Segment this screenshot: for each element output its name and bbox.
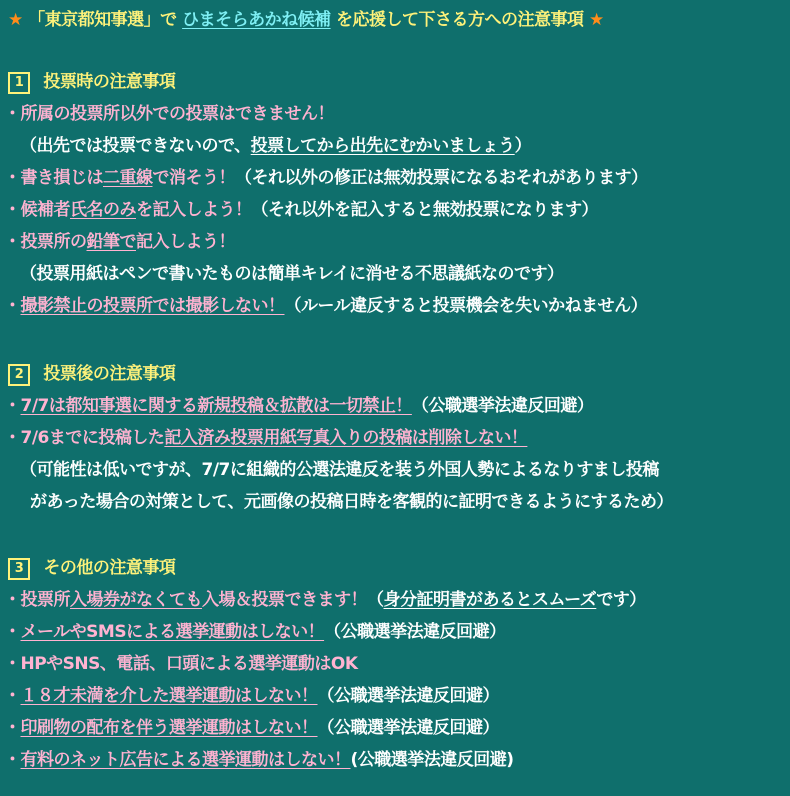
list-item bbox=[20, 456, 659, 484]
item-underlined: 鉛筆で bbox=[86, 232, 136, 252]
item-text: ・ bbox=[4, 718, 21, 738]
item-underlined: 入場券がなくても bbox=[70, 590, 202, 610]
list-item bbox=[20, 132, 531, 160]
item-note: （出先では投票できないので、 bbox=[20, 136, 251, 156]
item-text: で消そう！ bbox=[152, 168, 235, 188]
item-note: （公職選挙法違反回避） bbox=[317, 686, 499, 706]
item-text: ・書き損じは bbox=[4, 168, 103, 188]
list-item bbox=[4, 228, 235, 256]
list-item bbox=[20, 260, 563, 288]
star-icon: ★ bbox=[8, 10, 23, 30]
item-note: （公職選挙法違反回避） bbox=[411, 396, 594, 416]
item-underlined: 氏名のみ bbox=[70, 200, 136, 220]
item-text: ・7/6までに投稿した bbox=[4, 428, 165, 448]
item-text: ・所属の投票所以外での投票はできません！ bbox=[4, 104, 334, 124]
item-note: （それ以外の修正は無効投票になるおそれがあります） bbox=[235, 168, 648, 188]
item-underlined: 有料のネット広告による選挙運動はしない！ bbox=[20, 750, 351, 770]
list-item bbox=[4, 618, 506, 646]
item-underlined: 二重線 bbox=[103, 168, 153, 188]
section-heading-1 bbox=[8, 68, 175, 96]
item-note: （ bbox=[367, 590, 384, 610]
list-item bbox=[4, 714, 499, 742]
item-text: ・HPやSNS、電話、口頭による選挙運動はOK bbox=[4, 654, 358, 674]
list-item bbox=[4, 292, 647, 320]
item-note: （可能性は低いですが、7/7に組織的公選法違反を装う外国人勢によるなりすまし投稿 bbox=[20, 460, 659, 480]
list-item bbox=[30, 488, 673, 516]
item-note: （公職選挙法違反回避） bbox=[324, 622, 506, 642]
list-item bbox=[4, 100, 334, 128]
item-note: があった場合の対策として、元画像の投稿日時を客観的に証明できるようにするため） bbox=[30, 492, 673, 512]
item-underlined: 投票してから出先にむかいましょう bbox=[250, 136, 515, 156]
section-heading-text: その他の注意事項 bbox=[43, 558, 176, 578]
item-text: を記入しよう！ bbox=[136, 200, 252, 220]
item-text: 入場＆投票できます！ bbox=[202, 590, 367, 610]
item-text: ・ bbox=[4, 296, 21, 316]
item-text: ・ bbox=[4, 750, 21, 770]
list-item bbox=[4, 650, 358, 678]
item-note: ） bbox=[514, 136, 532, 156]
item-text: ・ bbox=[4, 686, 21, 706]
list-item bbox=[4, 196, 598, 224]
section-number-2: 2 bbox=[8, 364, 30, 386]
item-text: ・投票所の bbox=[4, 232, 87, 252]
candidate-name: ひまそらあかね候補 bbox=[182, 10, 331, 30]
item-note: （公職選挙法違反回避） bbox=[317, 718, 499, 738]
section-heading-2 bbox=[8, 360, 175, 388]
item-underlined: 7/7は都知事選に関する新規投稿＆拡散は一切禁止！ bbox=[20, 396, 412, 416]
item-text: ・ bbox=[4, 396, 21, 416]
page-title bbox=[8, 6, 604, 34]
list-item bbox=[4, 682, 499, 710]
item-text: ・投票所 bbox=[4, 590, 70, 610]
section-heading-3 bbox=[8, 554, 175, 582]
item-underlined: メールやSMSによる選挙運動はしない！ bbox=[20, 622, 325, 642]
item-note: (公職選挙法違反回避) bbox=[350, 750, 514, 770]
list-item bbox=[4, 392, 593, 420]
list-item bbox=[4, 586, 646, 614]
item-underlined: １８才未満を介した選挙運動はしない！ bbox=[20, 686, 318, 706]
item-note: （投票用紙はペンで書いたものは簡単キレイに消せる不思議紙なのです） bbox=[20, 264, 564, 284]
item-underlined: 印刷物の配布を伴う選挙運動はしない！ bbox=[20, 718, 318, 738]
star-icon: ★ bbox=[588, 10, 604, 30]
list-item bbox=[4, 424, 527, 452]
item-underlined: 身分証明書があるとスムーズ bbox=[383, 590, 597, 610]
list-item bbox=[4, 164, 648, 192]
list-item bbox=[4, 746, 514, 774]
item-text: ・ bbox=[4, 622, 21, 642]
item-note: （それ以外を記入すると無効投票になります） bbox=[251, 200, 598, 220]
item-note: （ルール違反すると投票機会を失いかねません） bbox=[284, 296, 648, 316]
item-text: 記入しよう！ bbox=[136, 232, 235, 252]
item-text: ・候補者 bbox=[4, 200, 70, 220]
section-heading-text: 投票時の注意事項 bbox=[43, 72, 176, 92]
section-number-3: 3 bbox=[8, 558, 30, 580]
item-underlined: 撮影禁止の投票所では撮影しない！ bbox=[20, 296, 285, 316]
item-note: です） bbox=[596, 590, 646, 610]
title-part2: を応援して下さる方への注意事項 bbox=[336, 10, 584, 30]
item-underlined: 記入済み投票用紙写真入りの投稿は削除しない！ bbox=[164, 428, 528, 448]
section-number-1: 1 bbox=[8, 72, 30, 94]
title-part1: 「東京都知事選」で bbox=[28, 10, 177, 30]
section-heading-text: 投票後の注意事項 bbox=[43, 364, 176, 384]
